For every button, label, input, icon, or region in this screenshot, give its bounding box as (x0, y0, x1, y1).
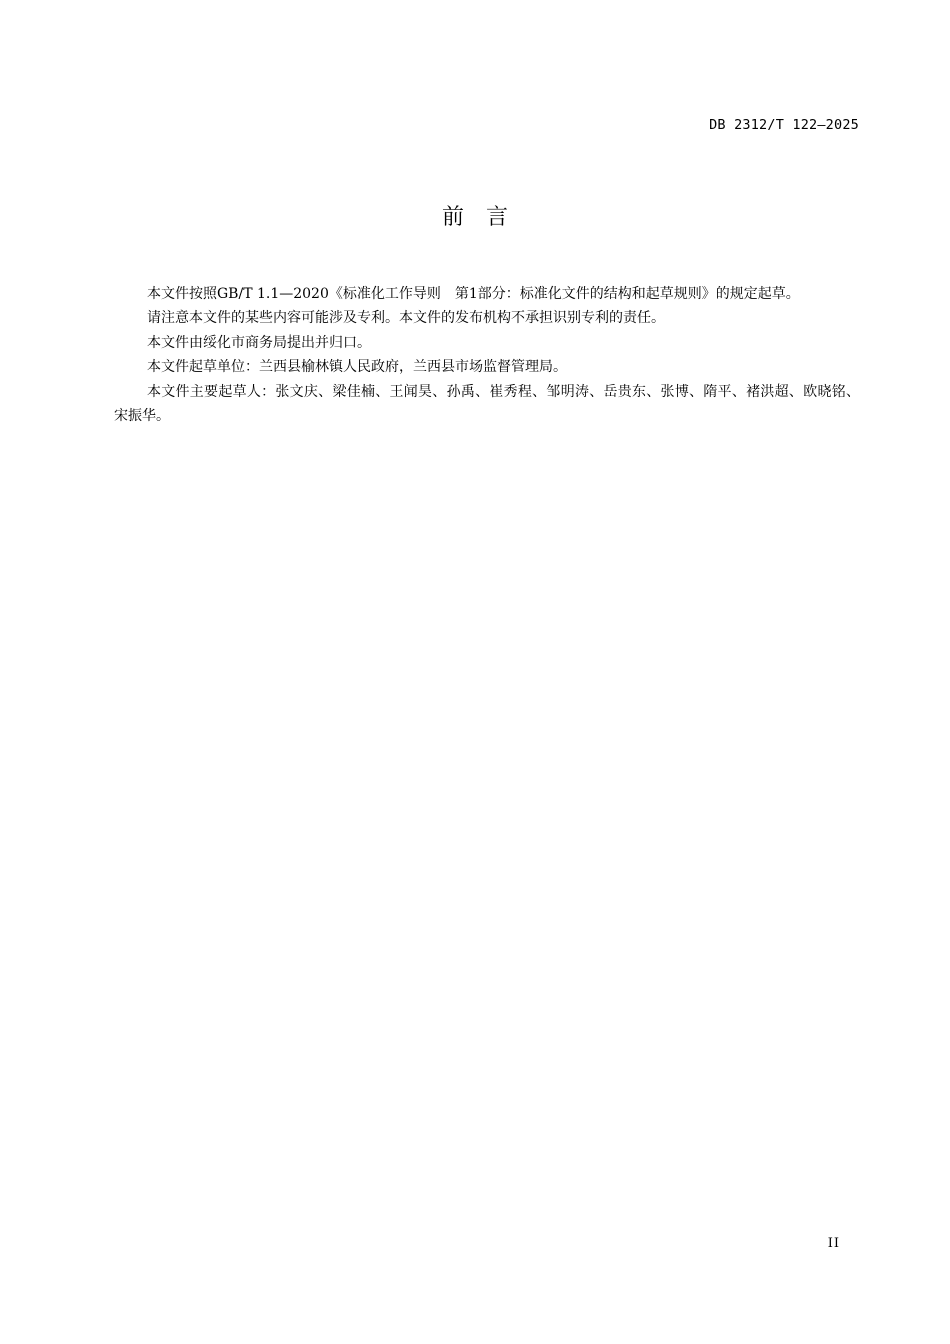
foreword-body (114, 282, 860, 428)
paragraph-drafting-units: 本文件起草单位：兰西县榆林镇人民政府，兰西县市场监督管理局。 (147, 359, 567, 376)
paragraph-patent-notice: 请注意本文件的某些内容可能涉及专利。本文件的发布机构不承担识别专利的责任。 (147, 310, 665, 327)
standard-code: DB 2312/T 122—2025 (709, 117, 859, 133)
paragraph-drafters: 本文件主要起草人：张文庆、梁佳楠、王闻昊、孙禹、崔秀程、邹明涛、岳贵东、张博、隋平、褚洪超、欧晓铭、宋振华。 (114, 383, 860, 425)
paragraph-proposer: 本文件由绥化市商务局提出并归口。 (147, 334, 371, 351)
paragraph-drafting-basis: 本文件按照GB/T 1.1—2020《标准化工作导则 第1部分：标准化文件的结构和起草规则》的规定起草。 (147, 286, 800, 302)
section-title: 前 言 (441, 205, 508, 230)
page-number: II (827, 1236, 840, 1251)
